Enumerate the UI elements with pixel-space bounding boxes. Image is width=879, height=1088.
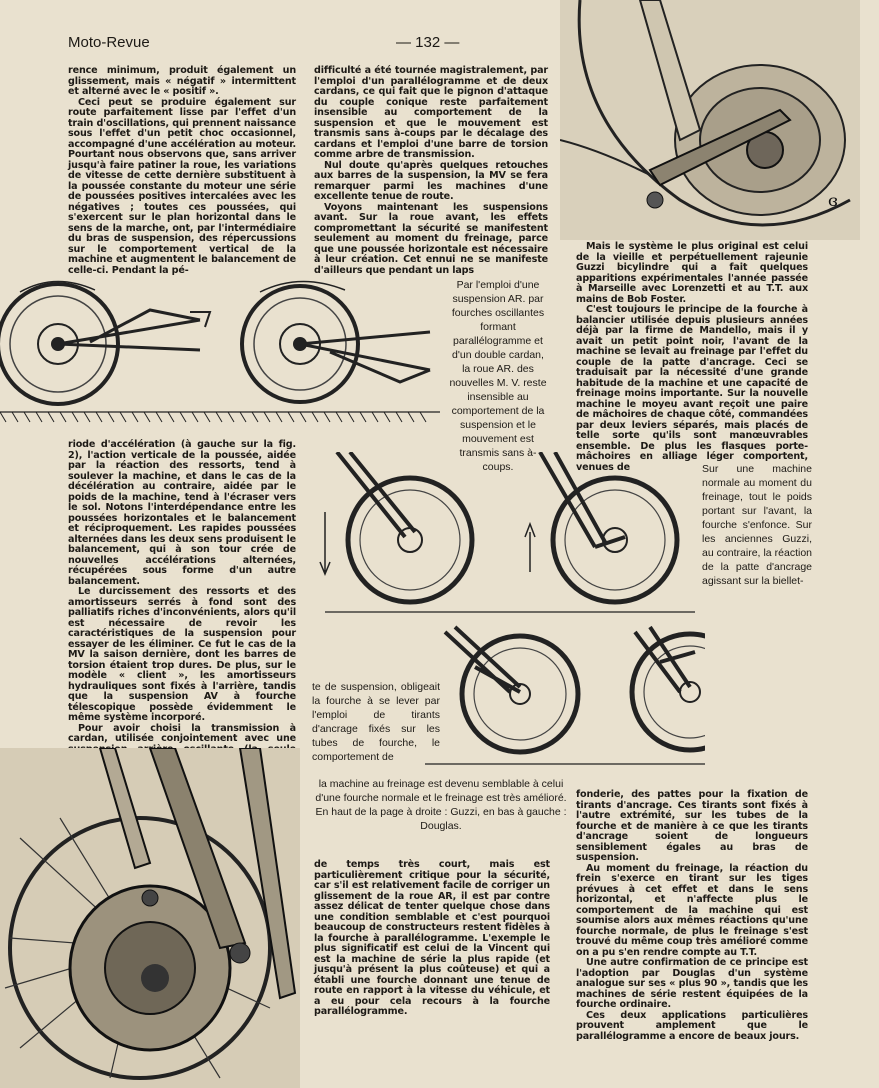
page-number: — 132 —: [396, 34, 460, 51]
paragraph: Une autre confirmation de ce principe est l'adoption par Douglas d'un système analogue sur ses « plus 90 », tandis que les machines de série restent équipées de la fourche ordinaire.: [576, 957, 808, 1010]
rear-suspension-caption: Par l'emploi d'une suspension AR. par fourches oscillantes formant parallélogramme et d'un double cardan, la roue AR. des nouvelles M. V. reste insensible au comportement de la suspension et le mouvement est transmis sans à-coups.: [449, 279, 547, 473]
middle-column-bottom: [314, 860, 550, 1018]
front-wheel-douglas-left: [445, 627, 578, 752]
paragraph: riode d'accélération (à gauche sur la fig. 2), l'action verticale de la poussée, aidée par la réaction des ressorts, tend à soulever la machine, et dans le cas de la décélération au contraire, aidée par le poids de la machine, tend à l'écraser vers le sol. Notons l'interdépendance entre les poussées horizontales et le balancement et réciproquement. Les rapides poussées alternées dans les deux sens produisent le balancement, qui à son tour crée de nouvelles accélérations alternées, récupérées sous forme d'un autre balancement.: [68, 439, 296, 587]
paragraph: C'est toujours le principe de la fourche à balancier utilisée depuis plusieurs années déjà par la firme de Mandello, mais il y avait un petit point noir, l'avant de la machine se levait au freinage par l'effet du couple de la patte d'ancrage. Ceci se traduisait par la nécessité d'une grande habitude de la machine et une capacité de freinage moins importante. Sur la nouvelle machine le moyeu avant reçoit une paire de mâchoires de chaque côté, commandées par deux leviers séparés, mais placés de telle sorte qu'ils sont manœuvrables ensemble. De plus les flasques porte-mâchoires en alliage léger comportent, venues de: [576, 304, 808, 473]
paragraph: Mais le système le plus original est celui de la vieille et perpétuellement rajeunie Guzzi bicylindre qui a fait quelques apparitions expérimentales l'année passée à Marseille avec Lorenzetti et au T.T. aux mains de Bob Foster.: [576, 241, 808, 305]
front-wheel-normal-braking: [320, 452, 472, 602]
paragraph: Pour avoir choisi la transmission à cardan, utilisée conjointement avec une: [68, 722, 296, 744]
paragraph: de temps très court, mais est particulièrement critique pour la sécurité, car s'il est relativement facile de corriger un glissement de la roue AR, il est par contre assez délicat de tenter quelque chose dans une condition semblable et c'est pourquoi beaucoup de constructeurs restent fidèles à la fourche à parallélogramme. L'exemple le plus significatif est celui de la Vincent qui est la machine de série la plus rapide (et jusqu'à présent la plus coûteuse) et qui a établi une fourche donnant une tenue de route en rapport à la vitesse du véhicule, et a eu pour cela recours à la fourche parallélogramme.: [314, 859, 550, 1017]
front-fork-caption-left: te de suspension, obligeait la fourche à se lever par l'emploi de tirants d'ancrage fixés sur les tubes de fourche, le comportement de: [312, 681, 440, 763]
middle-column-top: [314, 66, 548, 276]
running-header-title: Moto-Revue: [68, 34, 150, 51]
paragraph: Voyons maintenant les suspensions avant. Sur la roue avant, les effets compromettant la sécurité se manifestent seulement au moment du freinage, parce que une poussée horizontale est nécessaire à leur création. Cet ennui ne se manifeste d'ailleurs que pendant un laps: [314, 201, 548, 276]
right-column-bottom: [576, 790, 808, 1042]
paragraph: rence minimum, produit également un glissement, mais « négatif » intermittent et alterné avec le « positif ».: [68, 65, 296, 97]
paragraph: Ceci peut se produire également sur route parfaitement lisse par l'effet d'un train d'oscillations, qui prennent naissance sous l'effet d'un petit choc occasionnel, accompagné d'une accélération au moteur. Pourtant nous observons que, sans arriver jusqu'à faire patiner la roue, les variations de vitesse de cette dernière substituent à la poussée constante du moteur une série de poussées positives intercalées avec les négatives ; toutes ces poussées, qui s'exercent sur le plan horizontal dans le sens de la marche, ont, par l'intermédiaire du bras de suspension, des répercussions sur le comportement vertical de la machine et augmentent le balancement de celle-ci. Pendant la pé-: [68, 96, 296, 276]
left-column-middle: [68, 440, 296, 797]
svg-text:ɞ: ɞ: [828, 191, 838, 210]
paragraph: Le durcissement des ressorts et des amortisseurs serrés à fond sont des palliatifs riches d'inconvénients, alors qu'il est nécessaire de revoir les caractéristiques de la suspension pour essayer de les éliminer. Ce fut le cas de la MV la saison dernière, dont les barres de torsion étaient trop dures. De plus, sur le modèle « client », les amortisseurs hydrauliques sont fixés à l'arrière, tandis que la suspension AV à fourche télescopique possède évidemment le même système incorporé.: [68, 586, 296, 723]
front-fork-caption-right: Sur une machine normale au moment du freinage, tout le poids portant sur l'avant, la fourche s'enfonce. Sur les anciennes Guzzi, au contraire, la réaction de la patte d'ancrage agissant sur la biellet-: [702, 463, 812, 587]
rear-wheel-acceleration: [0, 281, 210, 404]
front-wheel-old-guzzi: [525, 452, 677, 602]
right-column-top: [576, 242, 808, 473]
guzzi-front-hub-illustration: [560, 0, 860, 240]
left-column-top: [68, 66, 296, 276]
front-wheel-douglas-right: [632, 627, 705, 750]
paragraph: fonderie, des pattes pour la fixation de tirants d'ancrage. Ces tirants sont fixés à l'autre extrémité, sur les tubes de la fourche et de manière à ce que les tirants d'ancrage soient de longueurs sensiblement égales au bras de suspension.: [576, 789, 808, 863]
paragraph: Au moment du freinage, la réaction du frein s'exerce en tirant sur les tiges prévues à cet effet et dans le sens horizontal, et n'affecte plus le comportement de la machine qui est soumise alors aux mêmes réactions qu'une fourche normale, de plus le freinage s'est trouvé du même coup très amélioré comme on a pu s'en rendre compte au T.T.: [576, 862, 808, 958]
vincent-hub-illustration: [0, 748, 300, 1088]
rear-wheel-deceleration: [242, 281, 430, 402]
paragraph: Nul doute qu'après quelques retouches aux barres de la suspension, la MV se fera remarquer parmi les machines d'une excellente tenue de route.: [314, 159, 548, 202]
rear-suspension-diagram: [0, 272, 440, 432]
paragraph: Ces deux applications particulières prouvent amplement que le parallélogramme a encore de beaux jours.: [576, 1009, 808, 1042]
front-fork-caption-bottom: la machine au freinage est devenu semblable à celui d'une fourche normale et le freinage est très amélioré. En haut de la page à droite : Guzzi, en bas à gauche : Douglas.: [315, 778, 567, 832]
paragraph: difficulté a été tournée magistralement, par l'emploi d'un parallélogramme et de deux cardans, ce qui fait que le pignon d'attaque du couple conique reste parfaitement insensible au comportement de la suspension et que le mouvement est transmis sans à-coups par le décalage des cardans et l'emploi d'une barre de torsion comme arbre de transmission.: [314, 65, 548, 160]
